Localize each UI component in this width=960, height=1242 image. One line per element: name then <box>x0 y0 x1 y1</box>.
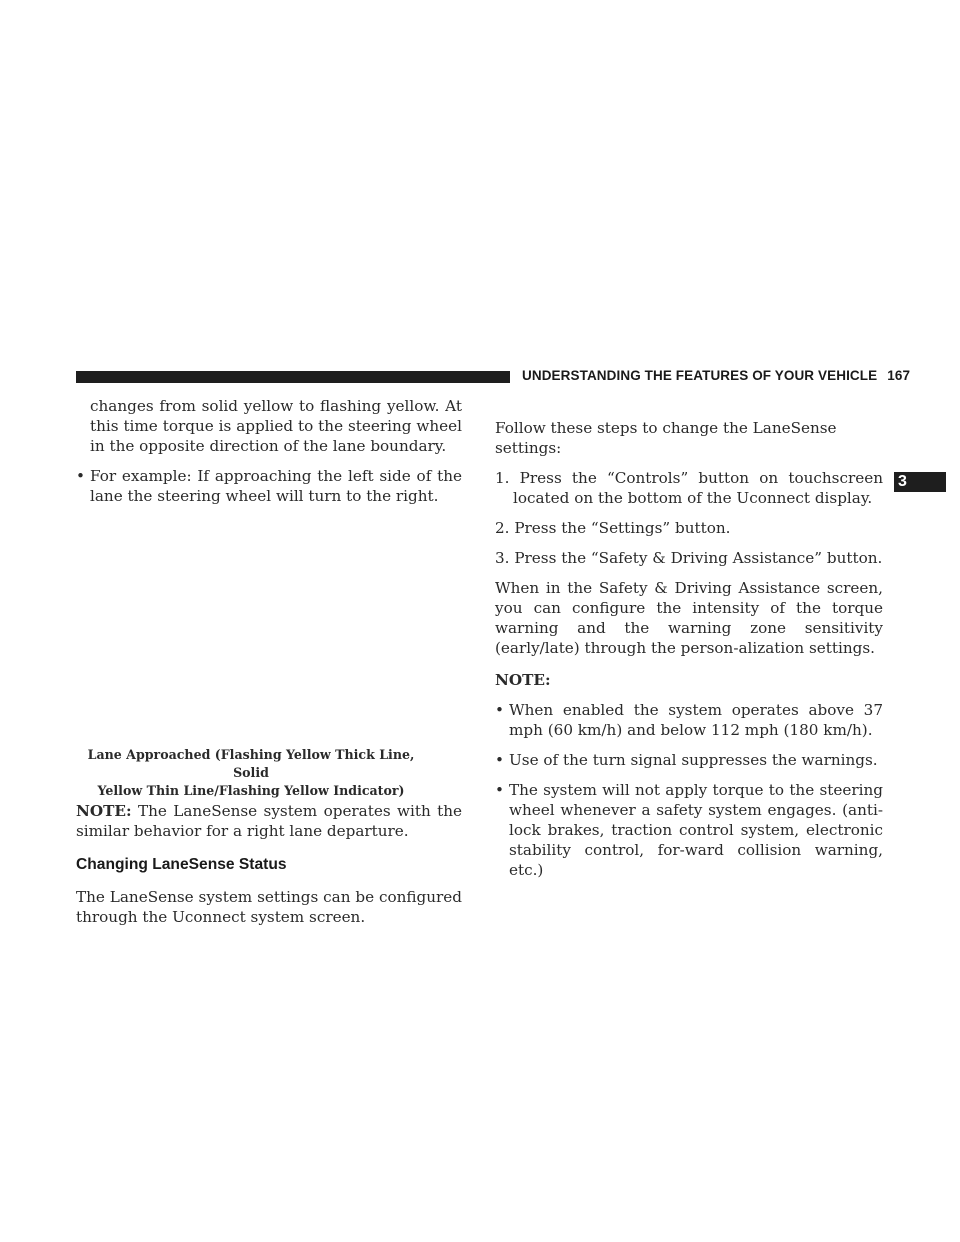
left-column <box>76 396 462 927</box>
note-bullet-text: The system will not apply torque to the steering wheel whenever a safety system engages. (anti-lock brakes, traction control system, electronic stability control, for-ward collision warning, etc.) <box>509 781 883 879</box>
step-item: 3. Press the “Safety & Driving Assistance” button. <box>495 549 883 567</box>
running-header <box>522 368 911 383</box>
figure-caption <box>76 746 426 800</box>
list-item <box>495 750 883 770</box>
page-number: 167 <box>887 368 911 383</box>
bullet-icon: • <box>76 467 85 485</box>
note-label: NOTE: <box>76 802 132 820</box>
figure-caption-line2: Yellow Thin Line/Flashing Yellow Indicator) <box>97 783 405 798</box>
list-item <box>495 780 883 880</box>
header-rule <box>76 371 510 383</box>
note-bullet-text: When enabled the system operates above 37 mph (60 km/h) and below 112 mph (180 km/h). <box>509 701 883 739</box>
section-paragraph: The LaneSense system settings can be configured through the Uconnect system screen. <box>76 888 462 926</box>
bullet-icon: • <box>495 781 504 799</box>
bullet-example-text: For example: If approaching the left side of the lane the steering wheel will turn to the right. <box>90 467 462 505</box>
settings-paragraph: When in the Safety & Driving Assistance screen, you can configure the intensity of the torque warning and the warning zone sensitivity (early/late) through the person-alization settings. <box>495 579 883 657</box>
list-item <box>495 700 883 740</box>
note-heading: NOTE: <box>495 671 551 689</box>
figure-caption-line1: Lane Approached (Flashing Yellow Thick Line, Solid <box>87 747 415 780</box>
note-text: The LaneSense system operates with the similar behavior for a right lane departure. <box>76 802 463 840</box>
steps-intro: Follow these steps to change the LaneSense settings: <box>495 419 837 457</box>
step-item: 2. Press the “Settings” button. <box>495 519 731 537</box>
section-heading: Changing LaneSense Status <box>76 856 287 873</box>
note-bullet-text: Use of the turn signal suppresses the warnings. <box>509 751 878 769</box>
bullet-icon: • <box>495 701 504 719</box>
list-item <box>76 466 462 506</box>
step-item: 1. Press the “Controls” button on touchscreen located on the bottom of the Uconnect display. <box>495 469 883 507</box>
continued-paragraph: changes from solid yellow to flashing yellow. At this time torque is applied to the steering wheel in the opposite direction of the lane boundary. <box>90 397 462 455</box>
bullet-icon: • <box>495 751 504 769</box>
header-title: UNDERSTANDING THE FEATURES OF YOUR VEHICLE <box>522 368 878 383</box>
right-column <box>495 418 883 880</box>
figure-area <box>76 506 462 746</box>
chapter-tab: 3 <box>894 472 946 492</box>
note-paragraph <box>76 801 462 841</box>
